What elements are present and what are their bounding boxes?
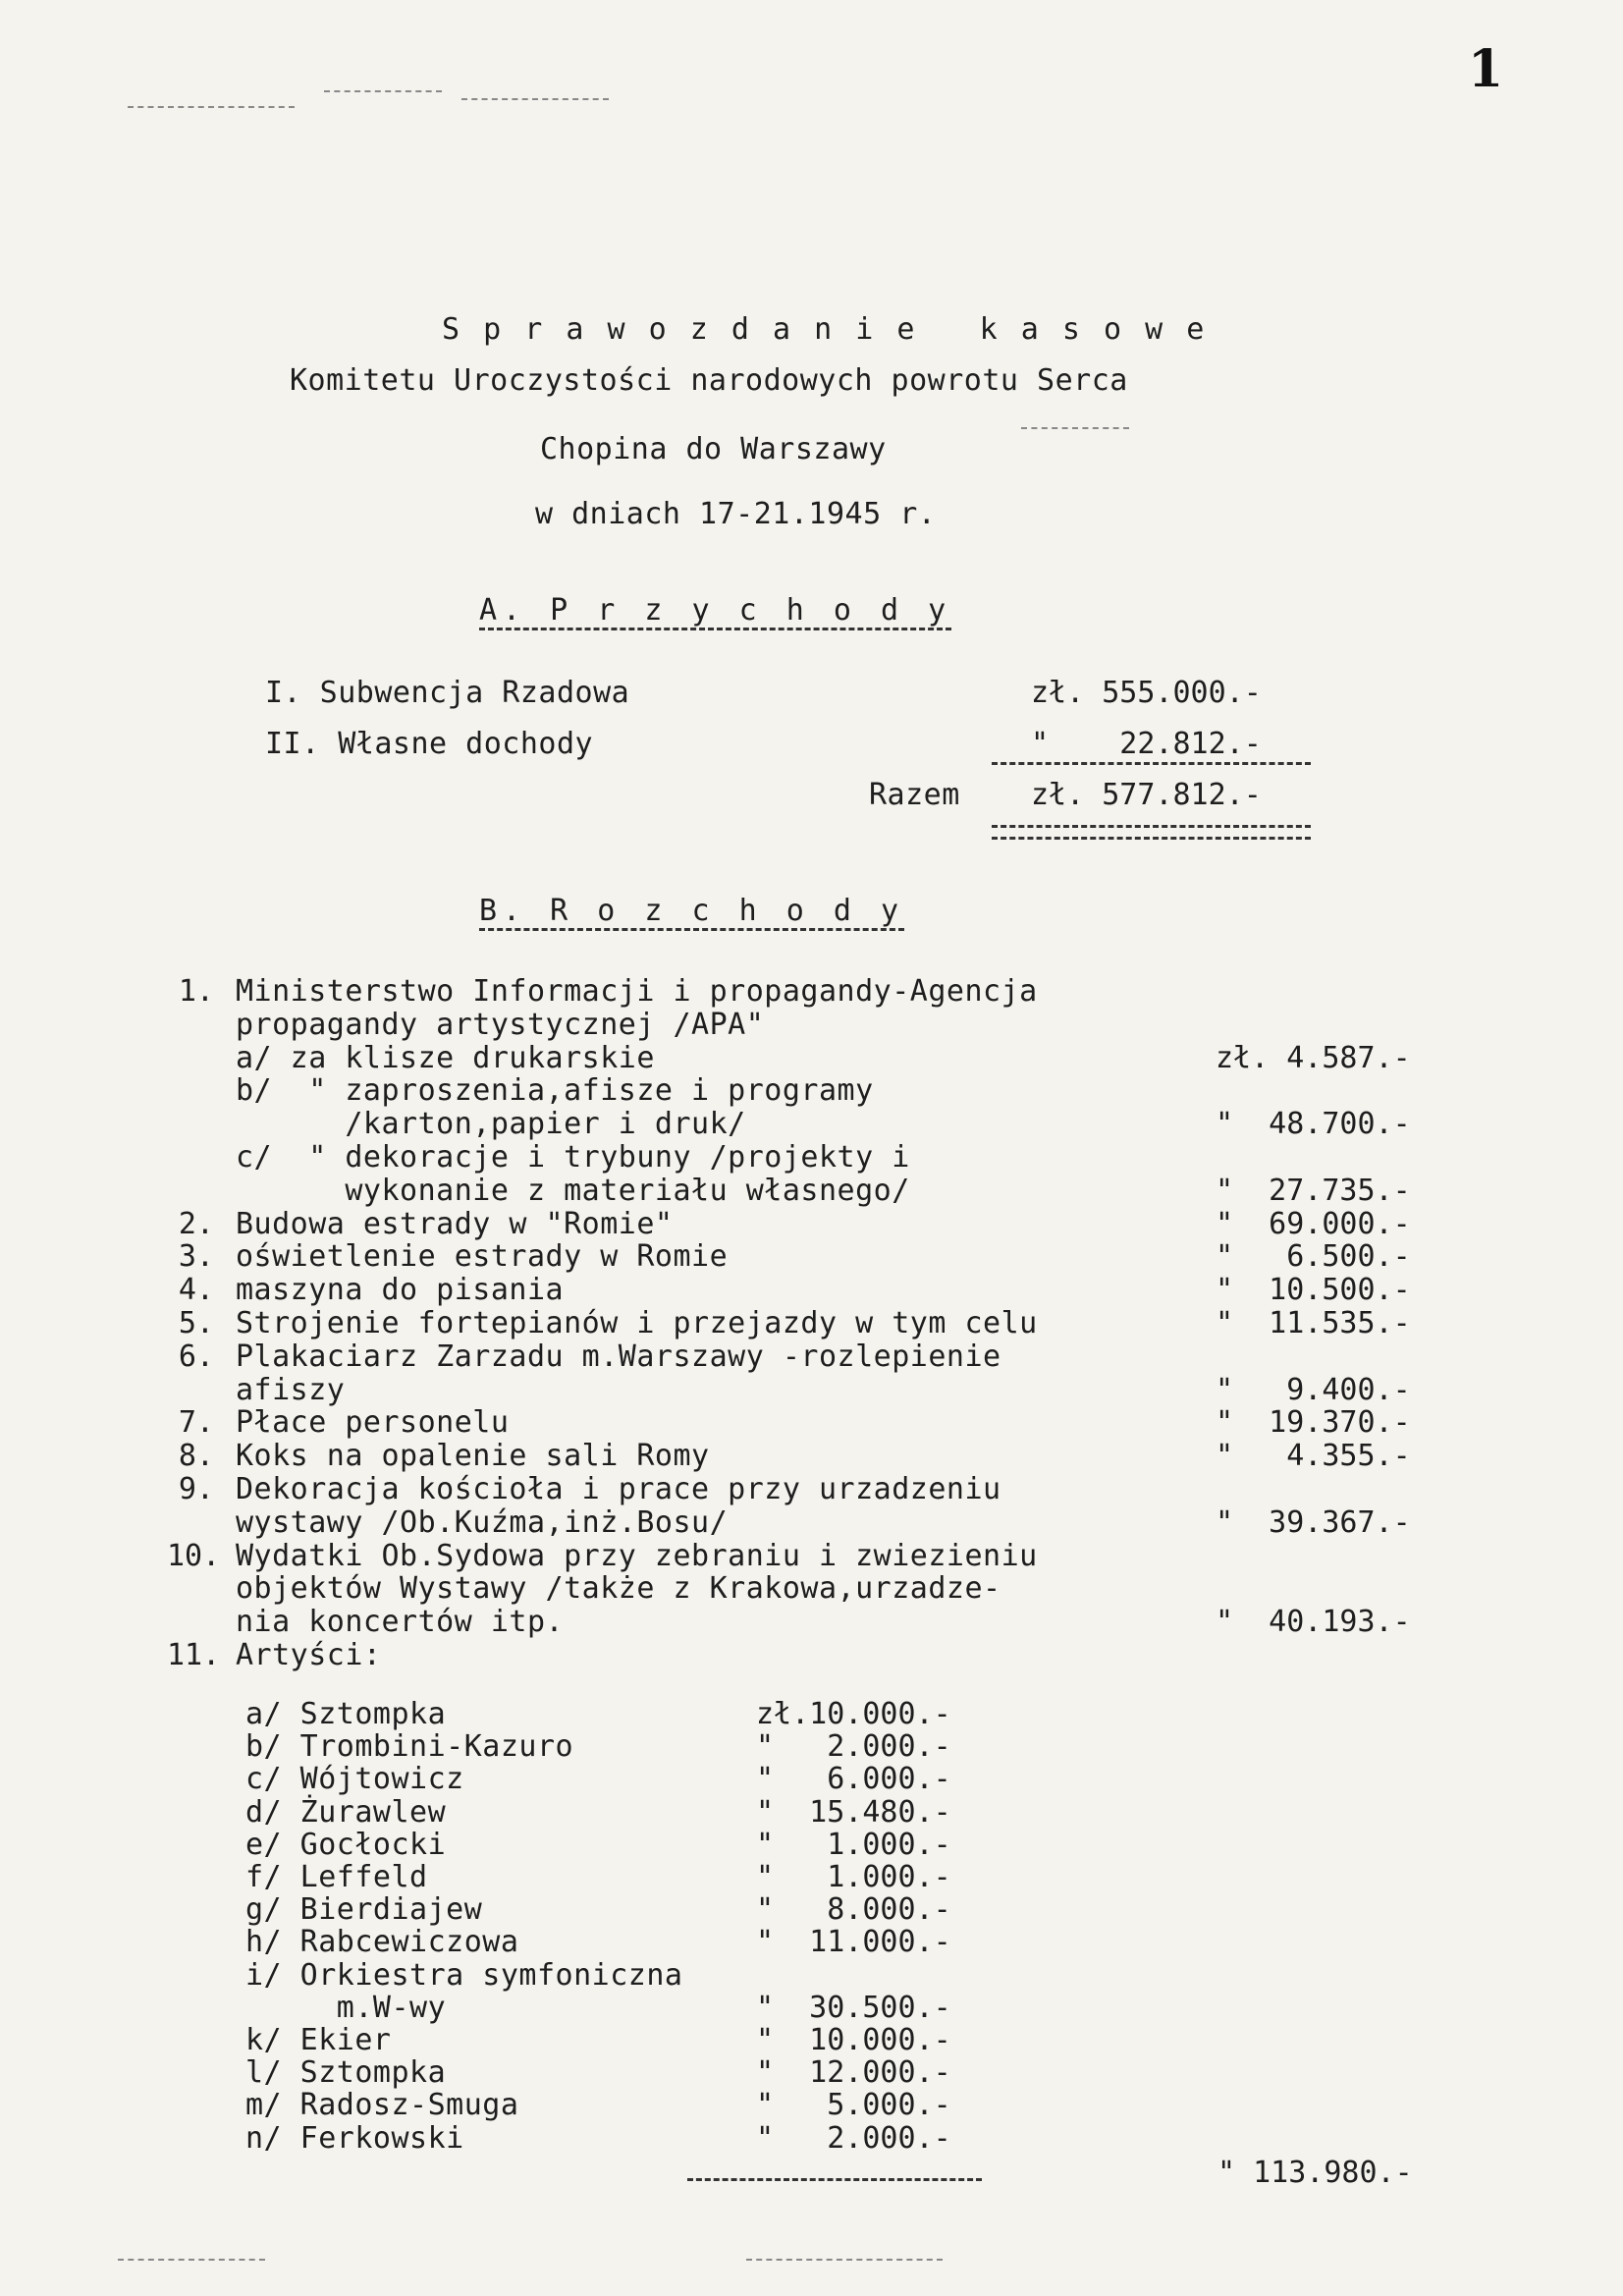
expense-amount: " 40.193.-	[1216, 1605, 1411, 1639]
expense-text: wykonanie z materiału własnego/	[236, 1174, 910, 1208]
expense-number: 11.	[167, 1638, 221, 1672]
expense-amount: " 19.370.-	[1216, 1405, 1411, 1440]
expense-amount: " 27.735.-	[1216, 1174, 1411, 1208]
expense-number: 8.	[178, 1439, 214, 1473]
expense-amount: zł. 4.587.-	[1216, 1041, 1411, 1075]
expense-text: Ministerstwo Informacji i propagandy-Agencja	[236, 974, 1038, 1009]
income-label-1: I. Subwencja Rzadowa	[265, 676, 630, 710]
expense-amount: " 39.367.-	[1216, 1505, 1411, 1540]
expense-number: 10.	[167, 1539, 221, 1573]
artist-label: n/ Ferkowski	[245, 2121, 464, 2156]
artist-amount: " 1.000.-	[756, 1828, 951, 1862]
income-label-2: II. Własne dochody	[265, 727, 594, 761]
artist-label: h/ Rabcewiczowa	[245, 1925, 519, 1959]
expense-number: 7.	[178, 1405, 214, 1440]
scan-speck	[324, 90, 442, 92]
expense-amount: " 11.535.-	[1216, 1306, 1411, 1340]
artist-label: b/ Trombini-Kazuro	[245, 1729, 574, 1764]
expense-text: a/ za klisze drukarskie	[236, 1041, 655, 1075]
expense-text: Dekoracja kościoła i prace przy urzadzeniu	[236, 1472, 1001, 1506]
expense-text: maszyna do pisania	[236, 1273, 565, 1307]
expense-amount: " 6.500.-	[1216, 1239, 1411, 1274]
artist-amount: " 5.000.-	[756, 2088, 951, 2122]
expense-text: afiszy	[236, 1373, 346, 1407]
expenses-heading: B. R o z c h o d y	[479, 894, 904, 931]
artist-label: i/ Orkiestra symfoniczna	[245, 1958, 683, 1993]
artist-amount: " 10.000.-	[756, 2023, 951, 2057]
artist-amount: " 15.480.-	[756, 1795, 951, 1830]
expense-number: 5.	[178, 1306, 214, 1340]
expense-number: 3.	[178, 1239, 214, 1274]
artist-label: a/ Sztompka	[245, 1697, 447, 1731]
expense-number: 2.	[178, 1207, 214, 1241]
expense-amount: " 9.400.-	[1216, 1373, 1411, 1407]
artists-sum-rule	[687, 2178, 982, 2181]
artist-label: m/ Radosz-Smuga	[245, 2088, 519, 2122]
artist-amount: " 1.000.-	[756, 1860, 951, 1894]
artist-amount: " 8.000.-	[756, 1892, 951, 1927]
artist-label: f/ Leffeld	[245, 1860, 428, 1894]
expense-amount: " 48.700.-	[1216, 1107, 1411, 1141]
income-total-label: Razem	[869, 778, 960, 812]
expense-number: 6.	[178, 1339, 214, 1374]
subtotal-rule	[992, 762, 1311, 765]
total-double-rule	[992, 837, 1311, 840]
expense-number: 1.	[178, 974, 214, 1009]
expense-amount: " 69.000.-	[1216, 1207, 1411, 1241]
artist-label: l/ Sztompka	[245, 2055, 447, 2090]
artist-amount: " 2.000.-	[756, 2121, 951, 2156]
page-number: 1	[1468, 39, 1504, 99]
expense-text: Budowa estrady w "Romie"	[236, 1207, 674, 1241]
income-amount-1: zł. 555.000.-	[1031, 676, 1262, 710]
expense-text: /karton,papier i druk/	[236, 1107, 746, 1141]
artist-label: c/ Wójtowicz	[245, 1762, 464, 1796]
scan-speck	[461, 98, 609, 100]
scan-speck	[128, 106, 295, 108]
expense-amount: " 4.355.-	[1216, 1439, 1411, 1473]
report-dates: w dniach 17-21.1945 r.	[535, 497, 937, 531]
expense-number: 9.	[178, 1472, 214, 1506]
expense-amount: " 10.500.-	[1216, 1273, 1411, 1307]
expense-text: Plakaciarz Zarzadu m.Warszawy -rozlepienie	[236, 1339, 1001, 1374]
total-double-rule	[992, 825, 1311, 828]
expense-text: c/ " dekoracje i trybuny /projekty i	[236, 1140, 910, 1175]
scan-speck	[118, 2259, 265, 2261]
artist-label: m.W-wy	[245, 1991, 447, 2025]
expense-text: Strojenie fortepianów i przejazdy w tym celu	[236, 1306, 1038, 1340]
artist-amount: " 30.500.-	[756, 1991, 951, 2025]
artist-amount: " 2.000.-	[756, 1729, 951, 1764]
artist-amount: " 6.000.-	[756, 1762, 951, 1796]
expense-text: Koks na opalenie sali Romy	[236, 1439, 710, 1473]
expense-number: 4.	[178, 1273, 214, 1307]
scan-speck	[746, 2259, 943, 2261]
scan-speck	[1021, 427, 1129, 429]
expense-text: objektów Wystawy /także z Krakowa,urzadze-	[236, 1571, 1001, 1606]
expense-text: b/ " zaproszenia,afisze i programy	[236, 1073, 874, 1108]
artist-amount: " 11.000.-	[756, 1925, 951, 1959]
expense-text: nia koncertów itp.	[236, 1605, 565, 1639]
artist-amount: zł.10.000.-	[756, 1697, 951, 1731]
report-title: S p r a w o z d a n i e k a s o w e	[442, 312, 1208, 347]
income-amount-2: " 22.812.-	[1031, 727, 1262, 761]
artist-label: g/ Bierdiajew	[245, 1892, 483, 1927]
artist-amount: " 12.000.-	[756, 2055, 951, 2090]
income-heading: A. P r z y c h o d y	[479, 593, 951, 630]
expense-text: propagandy artystycznej /APA"	[236, 1008, 765, 1042]
artist-label: k/ Ekier	[245, 2023, 392, 2057]
report-subtitle-line1: Komitetu Uroczystości narodowych powrotu Serca	[290, 363, 1128, 398]
artists-total-amount: " 113.980.-	[1217, 2156, 1413, 2190]
expense-text: Wydatki Ob.Sydowa przy zebraniu i zwiezieniu	[236, 1539, 1038, 1573]
report-subtitle-line2: Chopina do Warszawy	[540, 432, 887, 466]
expense-text: Artyści:	[236, 1638, 382, 1672]
artist-label: e/ Gocłocki	[245, 1828, 447, 1862]
expense-text: Płace personelu	[236, 1405, 510, 1440]
expense-text: wystawy /Ob.Kuźma,inż.Bosu/	[236, 1505, 729, 1540]
income-total-amount: zł. 577.812.-	[1031, 778, 1262, 812]
artist-label: d/ Żurawlew	[245, 1795, 447, 1830]
expense-text: oświetlenie estrady w Romie	[236, 1239, 729, 1274]
